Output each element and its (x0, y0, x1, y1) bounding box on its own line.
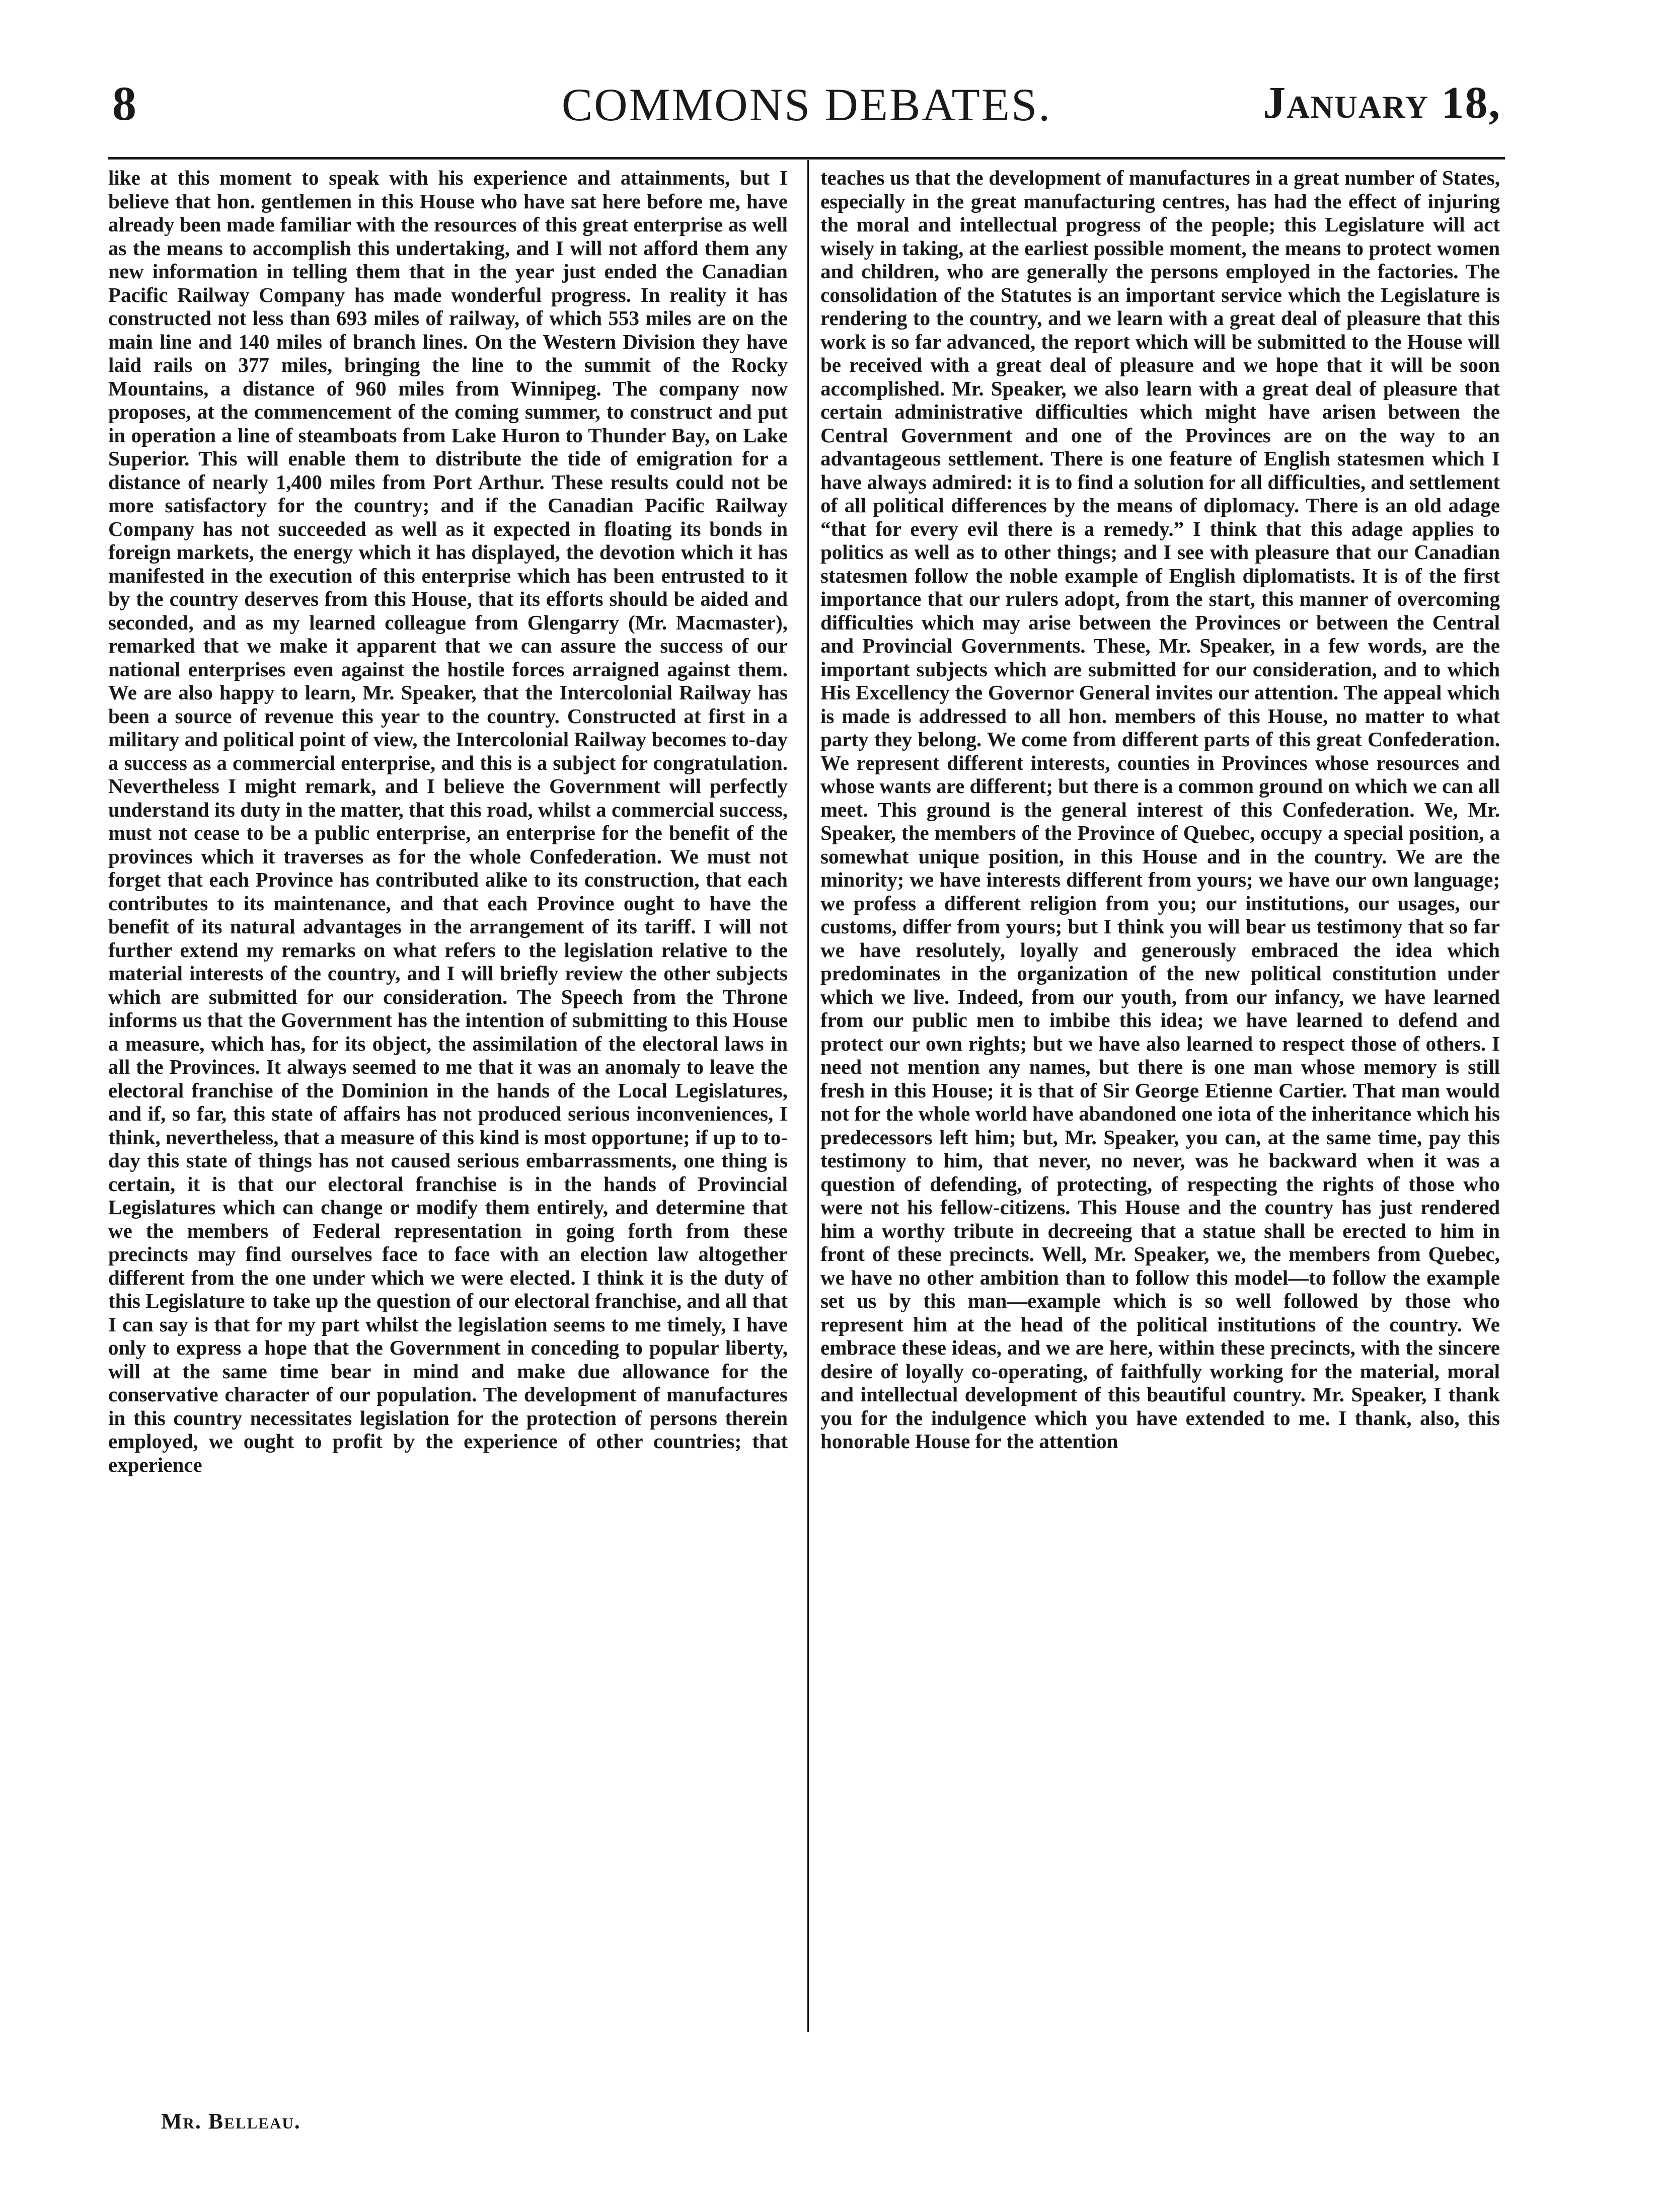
left-column-text: like at this moment to speak with his experience and attainments, but I believe that hon. gentlemen in this House who have sat here before me, have already been made familiar with the resources of this great enterprise as well as the means to accomplish this undertaking, and I will not afford them any new information in telling them that in the year just ended the Canadian Pacific Railway Company has made wonderful progress. In reality it has constructed not less than 693 miles of railway, of which 553 miles are on the main line and 140 miles of branch lines. On the Western Division they have laid rails on 377 miles, bringing the line to the summit of the Rocky Mountains, a distance of 960 miles from Winnipeg. The company now proposes, at the commencement of the coming summer, to construct and put in operation a line of steamboats from Lake Huron to Thunder Bay, on Lake Superior. This will enable them to distribute the tide of emigration for a distance of nearly 1,400 miles from Port Arthur. These results could not be more satisfactory for the country; and if the Canadian Pacific Railway Company has not succeeded as well as it expected in floating its bonds in foreign markets, the energy which it has displayed, the devotion which it has manifested in the execution of this enterprise which has been entrusted to it by the country deserves from this House, that its efforts should be aided and seconded, and as my learned colleague from Glengarry (Mr. Macmaster), remarked that we make it apparent that we can assure the success of our national enterprises even against the hostile forces arraigned against them. We are also happy to learn, Mr. Speaker, that the Intercolonial Railway has been a source of revenue this year to the country. Constructed at first in a military and political point of view, the Intercolonial Railway becomes to-day a success as a commercial enterprise, and this is a subject for congratulation. Nevertheless I might remark, and I believe the Government will perfectly understand its duty in the matter, that this road, whilst a commercial success, must not cease to be a public enterprise, an enterprise for the benefit of the provinces which it traverses as for the whole Confederation. We must not forget that each Province has contributed alike to its construction, that each contributes to its maintenance, and that each Province ought to have the benefit of its natural advantages in the arrangement of its tariff. I will not further extend my remarks on what refers to the legislation relative to the material interests of the country, and I will briefly review the other subjects which are submitted for our consideration. The Speech from the Throne informs us that the Government has the intention of submitting to this House a measure, which has, for its object, the assimilation of the electoral laws in all the Provinces. It always seemed to me that it was an anomaly to leave the electoral franchise of the Dominion in the hands of the Local Legislatures, and if, so far, this state of affairs has not produced serious inconveniences, I think, nevertheless, that a measure of this kind is most opportune; if up to to-day this state of things has not caused serious embarrassments, one thing is certain, it is that our electoral franchise is in the hands of Provincial Legislatures which can change or modify them entirely, and determine that we the members of Federal representation in going forth from these precincts may find ourselves face to face with an election law altogether different from the one under which we were elected. I think it is the duty of this Legislature to take up the question of our electoral franchise, and all that I can say is that for my part whilst the legislation seems to me timely, I have only to express a hope that the Government in conceding to popular liberty, will at the same time bear in mind and make due allowance for the conservative character of our population. The development of manufactures in this country necessitates legislation for the protection of persons therein employed, we ought to profit by the experience of other countries; that experience (108, 166, 788, 1476)
right-column-text: teaches us that the development of manufactures in a great number of States, especially in the great manufacturing centres, has had the effect of injuring the moral and intellectual progress of the people; this Legislature will act wisely in taking, at the earliest possible moment, the means to protect women and children, who are generally the persons employed in the factories. The consolidation of the Statutes is an important service which the Legislature is rendering to the country, and we learn with a great deal of pleasure that this work is so far advanced, the report which will be submitted to the House will be received with a great deal of pleasure and we hope that it will be soon accomplished. Mr. Speaker, we also learn with a great deal of pleasure that certain administrative difficulties which might have arisen between the Central Government and one of the Provinces are on the way to an advantageous settlement. There is one feature of English statesmen which I have always admired: it is to find a solution for all difficulties, and settlement of all political differences by the means of diplomacy. There is an old adage “that for every evil there is a remedy.” I think that this adage applies to politics as well as to other things; and I see with pleasure that our Canadian statesmen follow the noble example of English diplomatists. It is of the first importance that our rulers adopt, from the start, this manner of overcoming difficulties which may arise between the Provinces or between the Central and Provincial Governments. These, Mr. Speaker, in a few words, are the important subjects which are submitted for our consideration, and to which His Excellency the Governor General invites our attention. The appeal which is made is addressed to all hon. members of this House, no matter to what party they belong. We come from different parts of this great Confederation. We represent different interests, counties in Provinces whose resources and whose wants are different; but there is a common ground on which we can all meet. This ground is the general interest of this Confederation. We, Mr. Speaker, the members of the Province of Quebec, occupy a special position, a somewhat unique position, in this House and in the country. We are the minority; we have interests different from yours; we have our own language; we profess a different religion from you; our institutions, our usages, our customs, differ from yours; but I think you will bear us testimony that so far we have resolutely, loyally and generously embraced the idea which predominates in the organization of the new political constitution under which we live. Indeed, from our youth, from our infancy, we have learned from our public men to imbibe this idea; we have learned to defend and protect our own rights; but we have also learned to respect those of others. I need not mention any names, but there is one man whose memory is still fresh in this House; it is that of Sir George Etienne Cartier. That man would not for the whole world have abandoned one iota of the inheritance which his predecessors left him; but, Mr. Speaker, you can, at the same time, pay this testimony to him, that never, no never, was he backward when it was a question of defending, of protecting, of respecting the rights of those who were not his fellow-citizens. This House and the country has just rendered him a worthy tribute in decreeing that a statue shall be erected to him in front of these precincts. Well, Mr. Speaker, we, the members from Quebec, we have no other ambition than to follow this model—to follow the example set us by this man—example which is so well followed by those who represent him at the head of the political institutions of the country. We embrace these ideas, and we are here, within these precincts, with the sincere desire of loyally co-operating, of faithfully working for the material, moral and intellectual development of this beautiful country. Mr. Speaker, I thank you for the indulgence which you have extended to me. I thank, also, this honorable House for the attention (820, 166, 1500, 1453)
right-column (820, 166, 1500, 2108)
header-rule (108, 157, 1505, 160)
column-divider (807, 160, 809, 2032)
page-title: COMMONS DEBATES. (561, 79, 1052, 130)
page-date: January 18, (1263, 78, 1501, 128)
page-number: 8 (112, 76, 136, 130)
speaker-footer: Mr. Belleau. (161, 2109, 301, 2134)
page-header (108, 75, 1505, 151)
left-column (108, 166, 788, 2108)
